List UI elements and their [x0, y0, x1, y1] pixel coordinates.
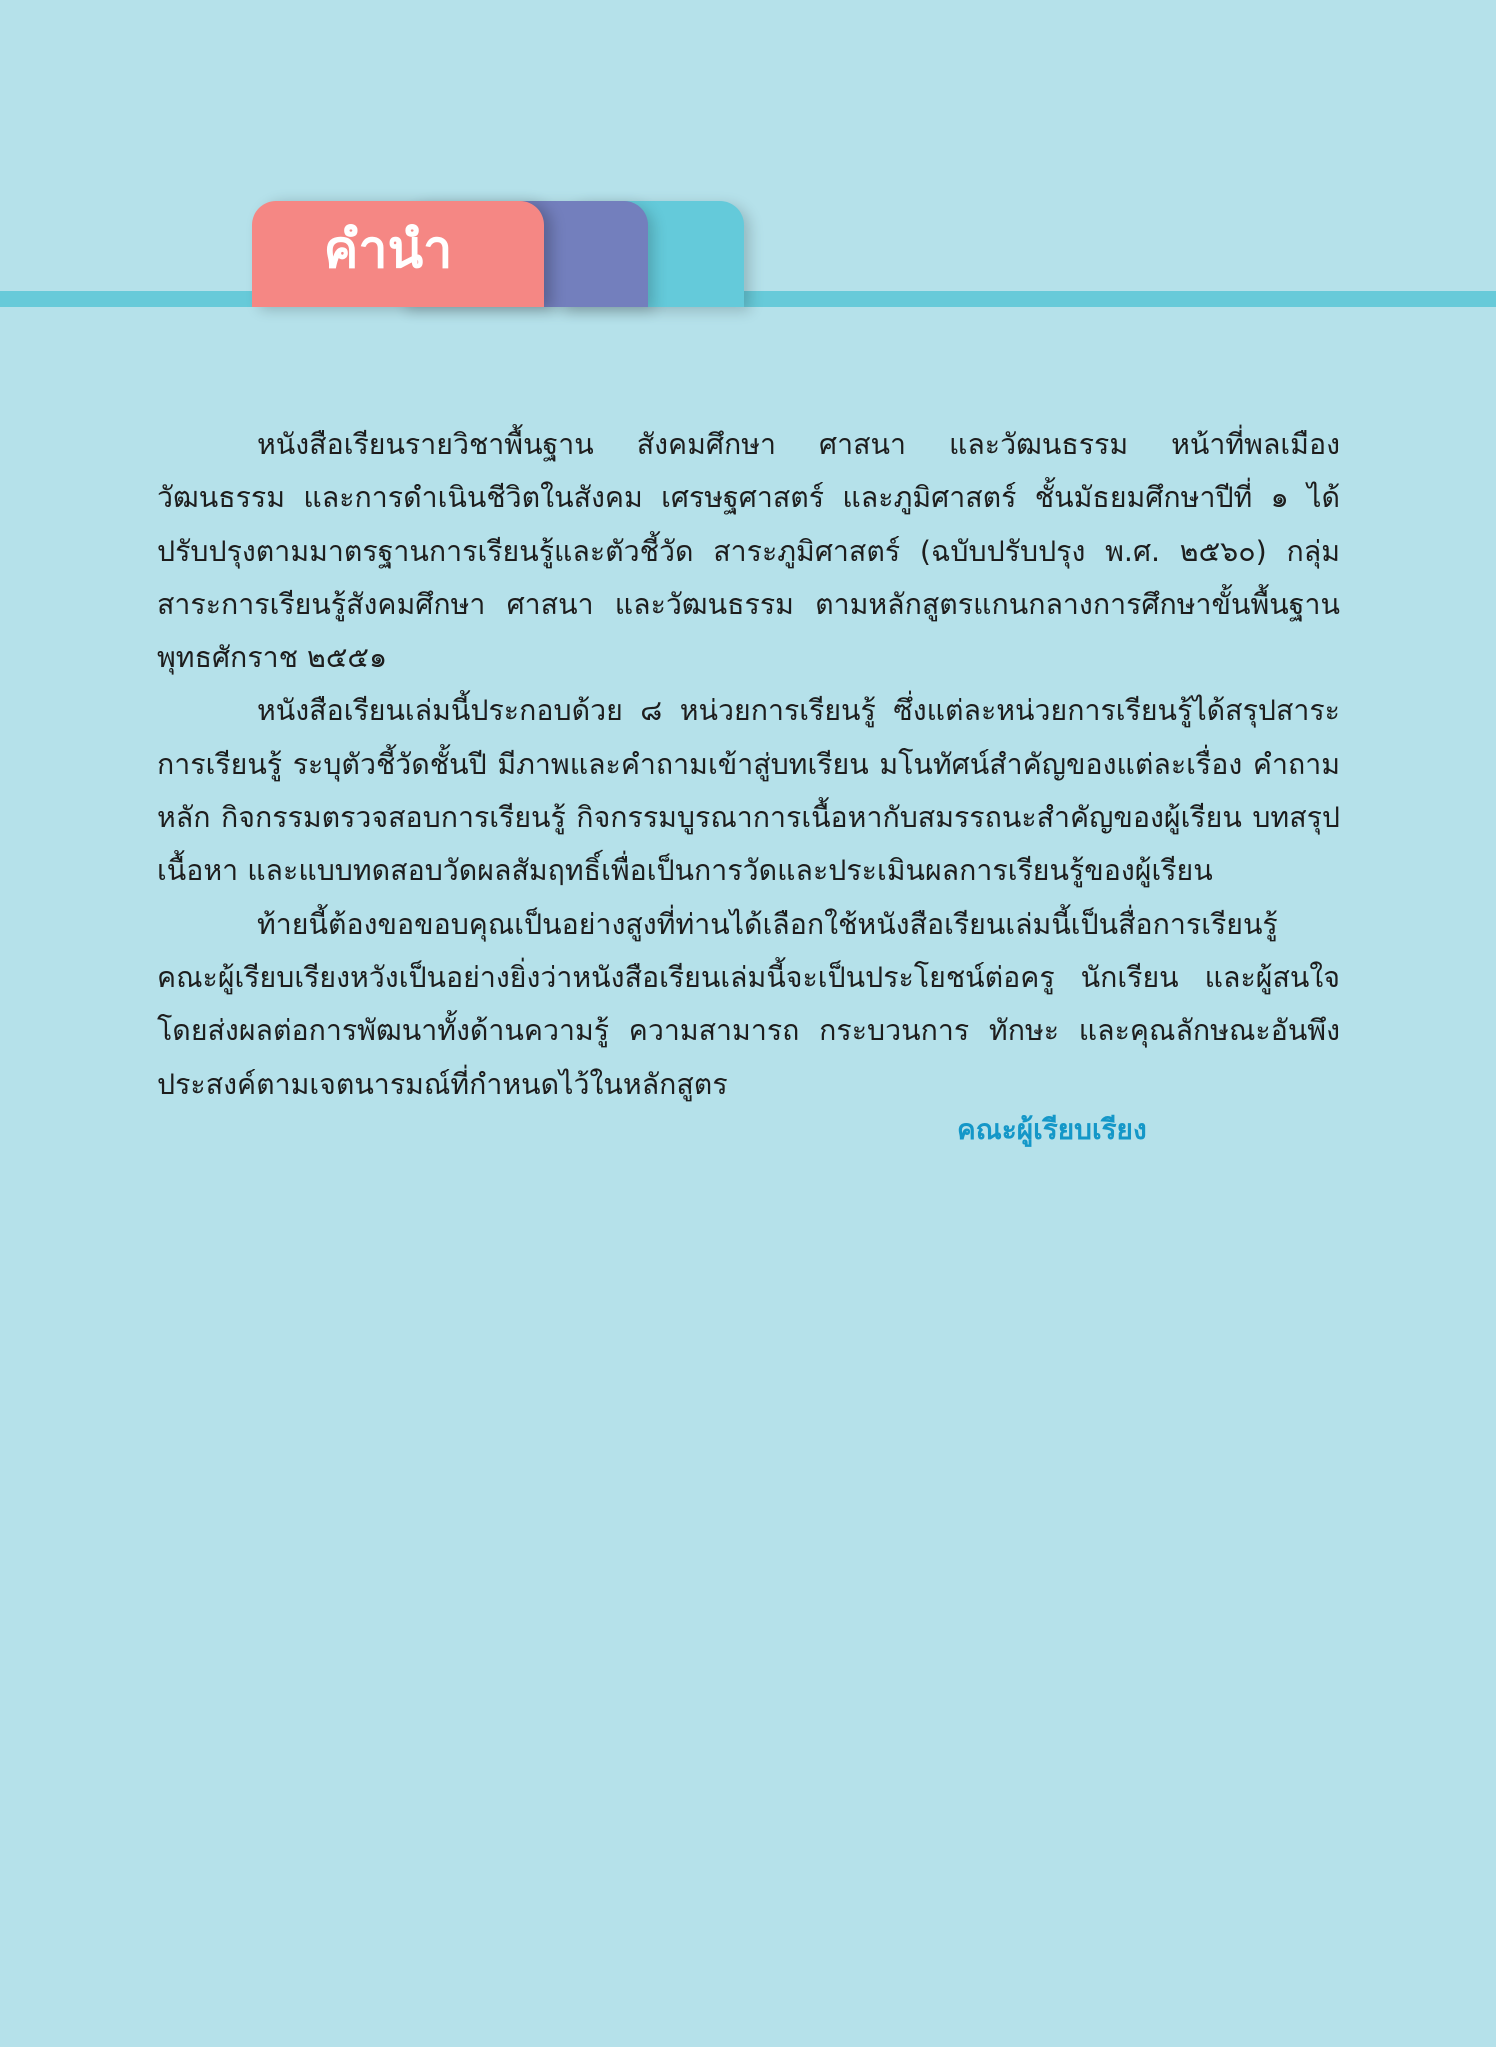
- paragraph-3: ท้ายนี้ต้องขอขอบคุณเป็นอย่างสูงที่ท่านได้เลือกใช้หนังสือเรียนเล่มนี้เป็นสื่อการเรียนรู้ คณะผู้เรียบเรียงหวังเป็นอย่างยิ่งว่าหนังสือเรียนเล่มนี้จะเป็นประโยชน์ต่อครู นักเรียน และผู้สนใจ โดยส่งผลต่อการพัฒนาทั้งด้านความรู้ ความสามารถ กระบวนการ ทักษะ และคุณลักษณะอันพึงประสงค์ตามเจตนารมณ์ที่กำหนดไว้ในหลักสูตร: [157, 907, 1340, 1101]
- header-band: [0, 291, 1496, 307]
- header-tab-front: [252, 201, 544, 307]
- paragraph-1: หนังสือเรียนรายวิชาพื้นฐาน สังคมศึกษา ศาสนา และวัฒนธรรม หน้าที่พลเมือง วัฒนธรรม และการดำเนินชีวิตในสังคม เศรษฐศาสตร์ และภูมิศาสตร์ ชั้นมัธยมศึกษาปีที่ ๑ ได้ปรับปรุงตามมาตรฐานการเรียนรู้และตัวชี้วัด สาระภูมิศาสตร์ (ฉบับปรับปรุง พ.ศ. ๒๕๖๐) กลุ่มสาระการเรียนรู้สังคมศึกษา ศาสนา และวัฒนธรรม ตามหลักสูตรแกนกลางการศึกษาขั้นพื้นฐาน พุทธศักราช ๒๕๕๑: [157, 428, 1340, 675]
- preface-body: [157, 418, 1340, 1111]
- signature: คณะผู้เรียบเรียง: [957, 1113, 1147, 1146]
- paragraph-2: หนังสือเรียนเล่มนี้ประกอบด้วย ๘ หน่วยการเรียนรู้ ซึ่งแต่ละหน่วยการเรียนรู้ได้สรุปสาระการเรียนรู้ ระบุตัวชี้วัดชั้นปี มีภาพและคำถามเข้าสู่บทเรียน มโนทัศน์สำคัญของแต่ละเรื่อง คำถามหลัก กิจกรรมตรวจสอบการเรียนรู้ กิจกรรมบูรณาการเนื้อหากับสมรรถนะสำคัญของผู้เรียน บทสรุปเนื้อหา และแบบทดสอบวัดผลสัมฤทธิ์เพื่อเป็นการวัดและประเมินผลการเรียนรู้ของผู้เรียน: [157, 694, 1340, 888]
- page-title: คำนำ: [323, 220, 453, 280]
